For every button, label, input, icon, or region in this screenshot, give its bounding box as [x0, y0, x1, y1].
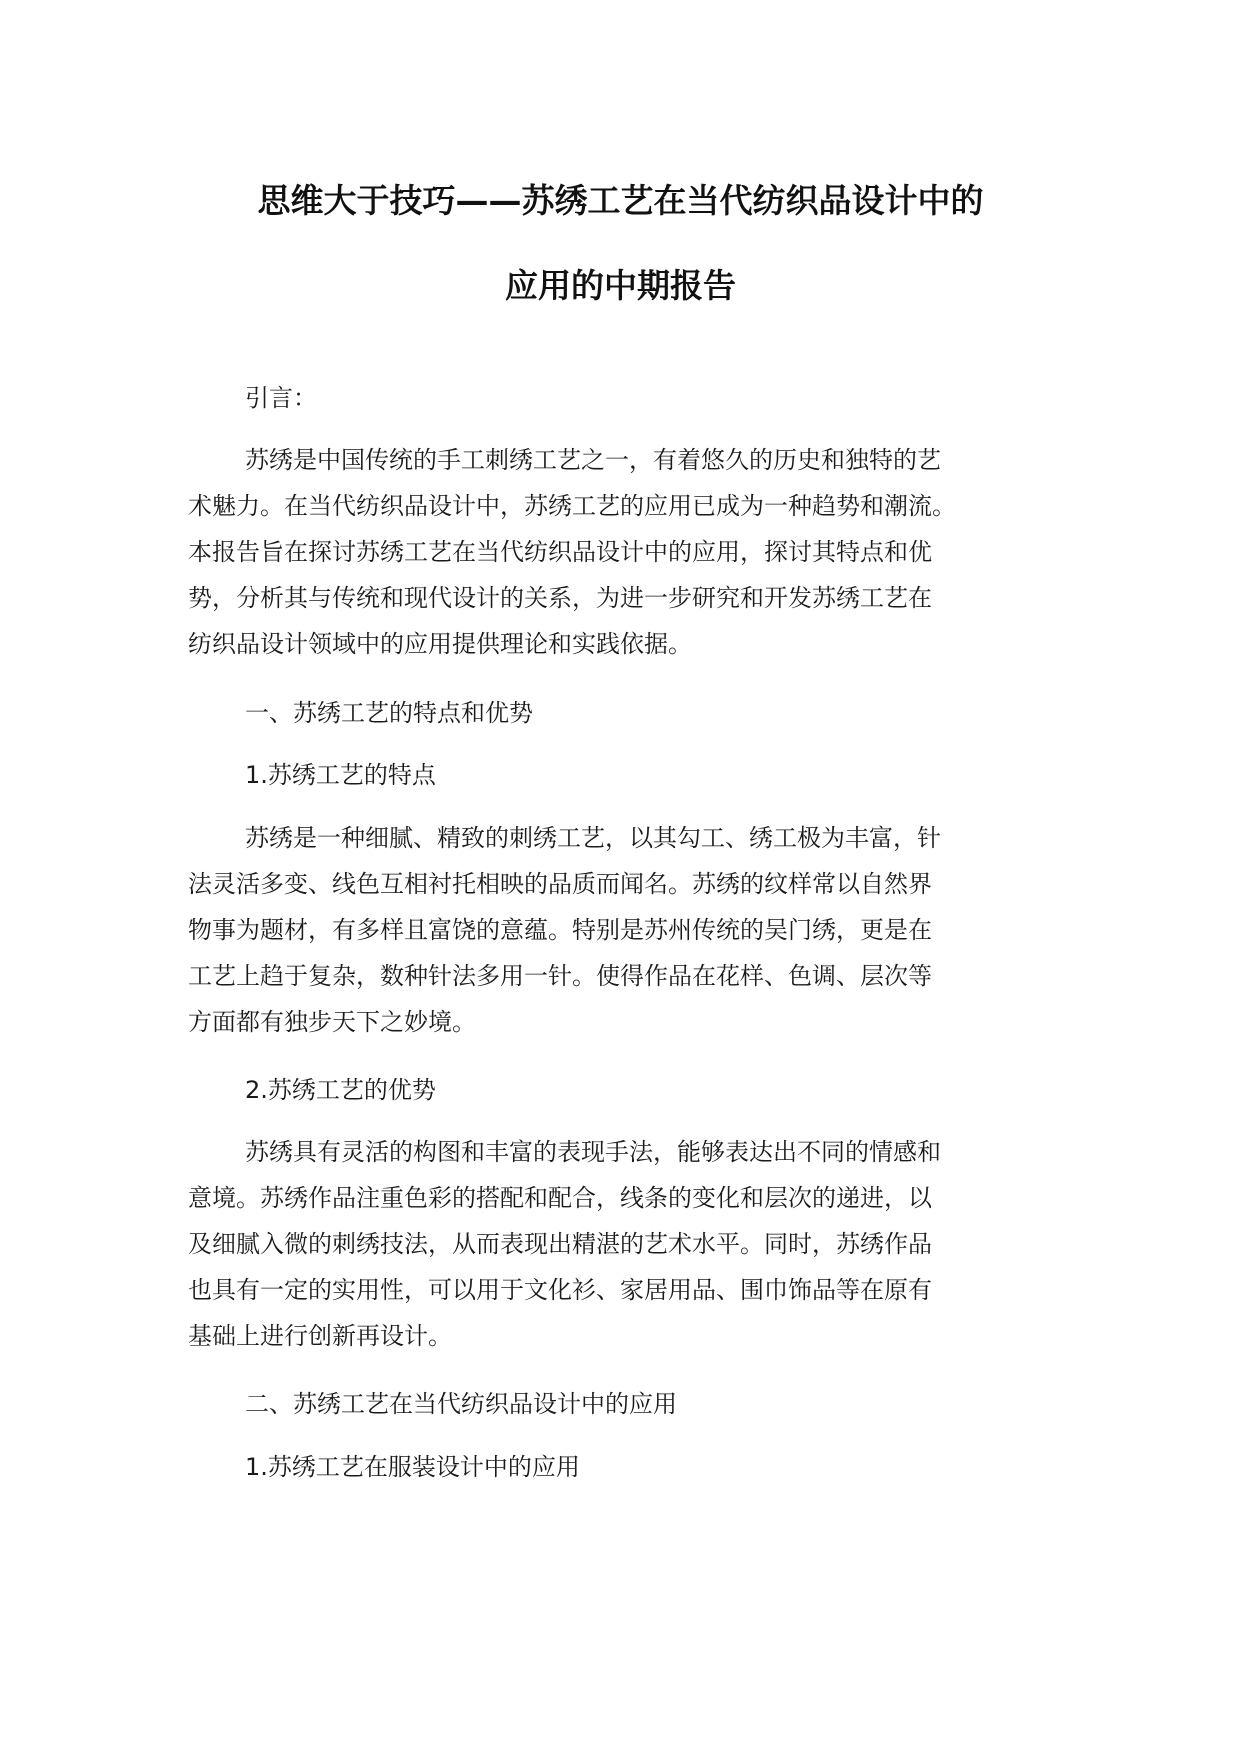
- paragraph-line: 方面都有独步天下之妙境。: [188, 1008, 476, 1036]
- document-title-line-1: 思维大于技巧——苏绣工艺在当代纺织品设计中的: [257, 181, 984, 220]
- intro-paragraph: [188, 437, 1048, 667]
- document-title-line-2: 应用的中期报告: [505, 266, 736, 305]
- subsection-1-heading: 1.苏绣工艺的特点: [245, 761, 436, 789]
- paragraph-line: 法灵活多变、线色互相衬托相映的品质而闻名。苏绣的纹样常以自然界: [188, 870, 932, 898]
- paragraph-line: 本报告旨在探讨苏绣工艺在当代纺织品设计中的应用，探讨其特点和优: [188, 538, 932, 566]
- paragraph-line: 苏绣是一种细腻、精致的刺绣工艺，以其勾工、绣工极为丰富，针: [245, 824, 941, 852]
- paragraph-line: 基础上进行创新再设计。: [188, 1322, 452, 1350]
- paragraph-line: 也具有一定的实用性，可以用于文化衫、家居用品、围巾饰品等在原有: [188, 1276, 932, 1304]
- section-1-heading: 一、苏绣工艺的特点和优势: [245, 699, 533, 727]
- section-2-heading: 二、苏绣工艺在当代纺织品设计中的应用: [245, 1390, 677, 1418]
- paragraph-line: 意境。苏绣作品注重色彩的搭配和配合，线条的变化和层次的递进，以: [188, 1184, 932, 1212]
- subsection-1-paragraph: [188, 815, 1048, 1045]
- paragraph-line: 势，分析其与传统和现代设计的关系，为进一步研究和开发苏绣工艺在: [188, 584, 932, 612]
- paragraph-line: 及细腻入微的刺绣技法，从而表现出精湛的艺术水平。同时，苏绣作品: [188, 1230, 932, 1258]
- subsection-3-heading: 1.苏绣工艺在服装设计中的应用: [245, 1453, 580, 1481]
- paragraph-line: 苏绣是中国传统的手工刺绣工艺之一，有着悠久的历史和独特的艺: [245, 446, 941, 474]
- paragraph-line: 苏绣具有灵活的构图和丰富的表现手法，能够表达出不同的情感和: [245, 1138, 941, 1166]
- paragraph-line: 纺织品设计领域中的应用提供理论和实践依据。: [188, 630, 692, 658]
- paragraph-line: 术魅力。在当代纺织品设计中，苏绣工艺的应用已成为一种趋势和潮流。: [188, 492, 956, 520]
- subsection-2-heading: 2.苏绣工艺的优势: [245, 1076, 436, 1104]
- intro-label: 引言：: [245, 384, 317, 412]
- subsection-2-paragraph: [188, 1129, 1048, 1359]
- paragraph-line: 工艺上趋于复杂，数种针法多用一针。使得作品在花样、色调、层次等: [188, 962, 932, 990]
- paragraph-line: 物事为题材，有多样且富饶的意蕴。特别是苏州传统的吴门绣，更是在: [188, 916, 932, 944]
